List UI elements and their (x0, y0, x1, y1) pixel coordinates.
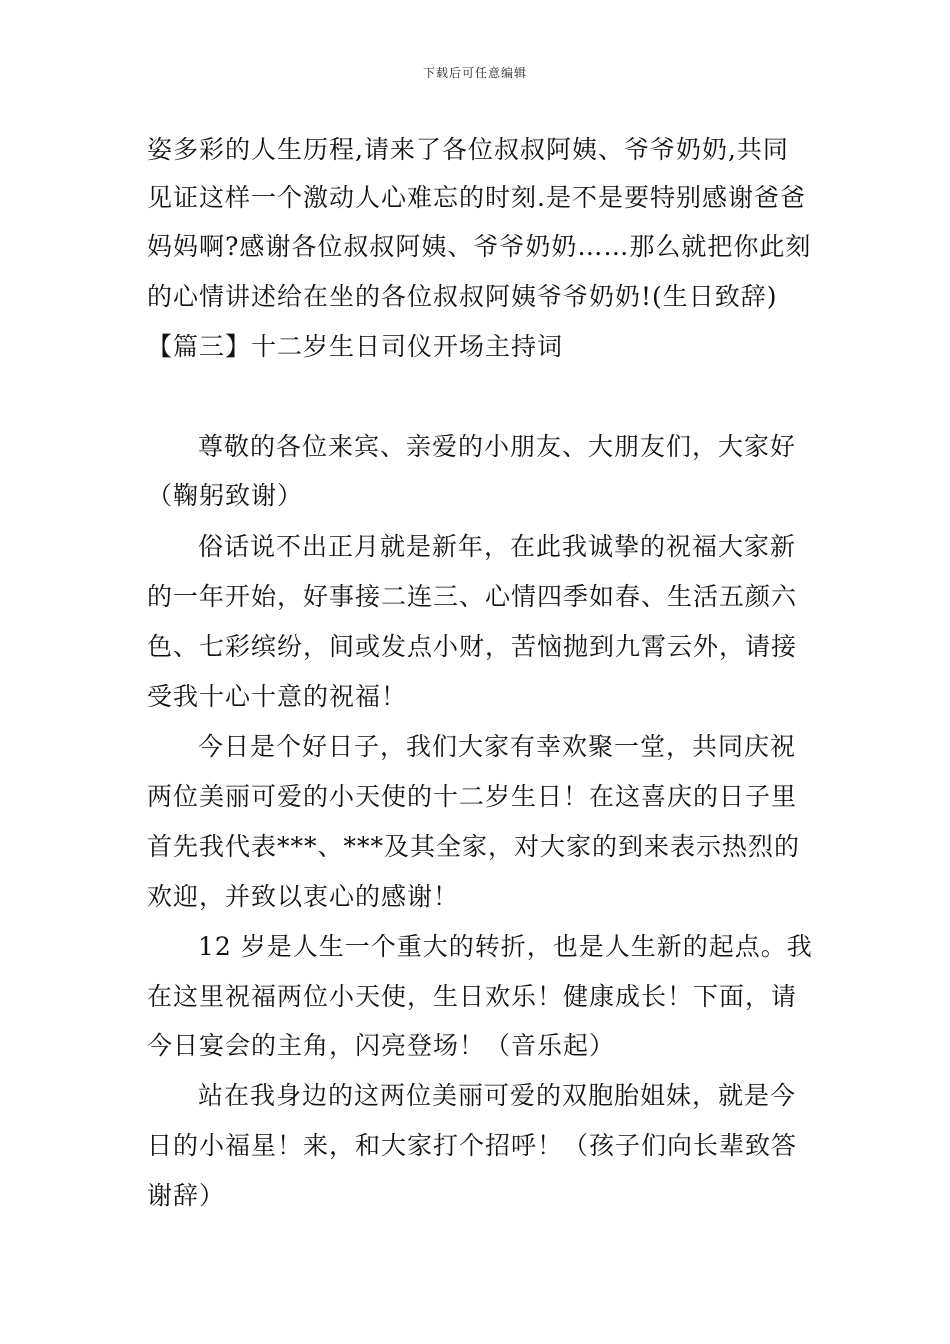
paragraph-start: 站在我身边的这两位美丽可爱的双胞胎姐妹，就是今 (198, 1081, 797, 1110)
text-line: 在这里祝福两位小天使，生日欢乐！健康成长！下面，请 (147, 982, 798, 1011)
paragraph-start: 尊敬的各位来宾、亲爱的小朋友、大朋友们，大家好 (198, 432, 797, 461)
text-line: 受我十心十意的祝福！ (147, 682, 408, 711)
page-header-note: 下载后可任意编辑 (422, 66, 527, 80)
text-line: 欢迎，并致以衷心的感谢！ (147, 882, 460, 911)
text-line: 妈妈啊?感谢各位叔叔阿姨、爷爷奶奶……那么就把你此刻 (147, 232, 812, 261)
text-line: 见证这样一个激动人心难忘的时刻.是不是要特别感谢爸爸 (147, 183, 806, 212)
text-line: （鞠躬致谢） (147, 481, 304, 510)
text-line: 姿多彩的人生历程,请来了各位叔叔阿姨、爷爷奶奶,共同 (147, 135, 789, 164)
text-line: 首先我代表***、***及其全家，对大家的到来表示热烈的 (147, 832, 801, 861)
text-line: 的心情讲述给在坐的各位叔叔阿姨爷爷奶奶!(生日致辞) (147, 282, 778, 311)
text-line: 谢辞） (147, 1181, 226, 1210)
text-line: 的一年开始，好事接二连三、心情四季如春、生活五颜六 (147, 582, 798, 611)
paragraph-start: 12 岁是人生一个重大的转折，也是人生新的起点。我 (198, 932, 813, 961)
text-line: 两位美丽可爱的小天使的十二岁生日！在这喜庆的日子里 (147, 782, 798, 811)
paragraph-start: 俗话说不出正月就是新年，在此我诚挚的祝福大家新 (198, 532, 797, 561)
text-line: 日的小福星！来，和大家打个招呼！（孩子们向长辈致答 (147, 1131, 798, 1160)
section-heading: 【篇三】十二岁生日司仪开场主持词 (147, 332, 564, 361)
paragraph-start: 今日是个好日子，我们大家有幸欢聚一堂，共同庆祝 (198, 732, 797, 761)
text-line: 色、七彩缤纷，间或发点小财，苦恼抛到九霄云外，请接 (147, 632, 798, 661)
text-line: 今日宴会的主角，闪亮登场！（音乐起） (147, 1031, 616, 1060)
